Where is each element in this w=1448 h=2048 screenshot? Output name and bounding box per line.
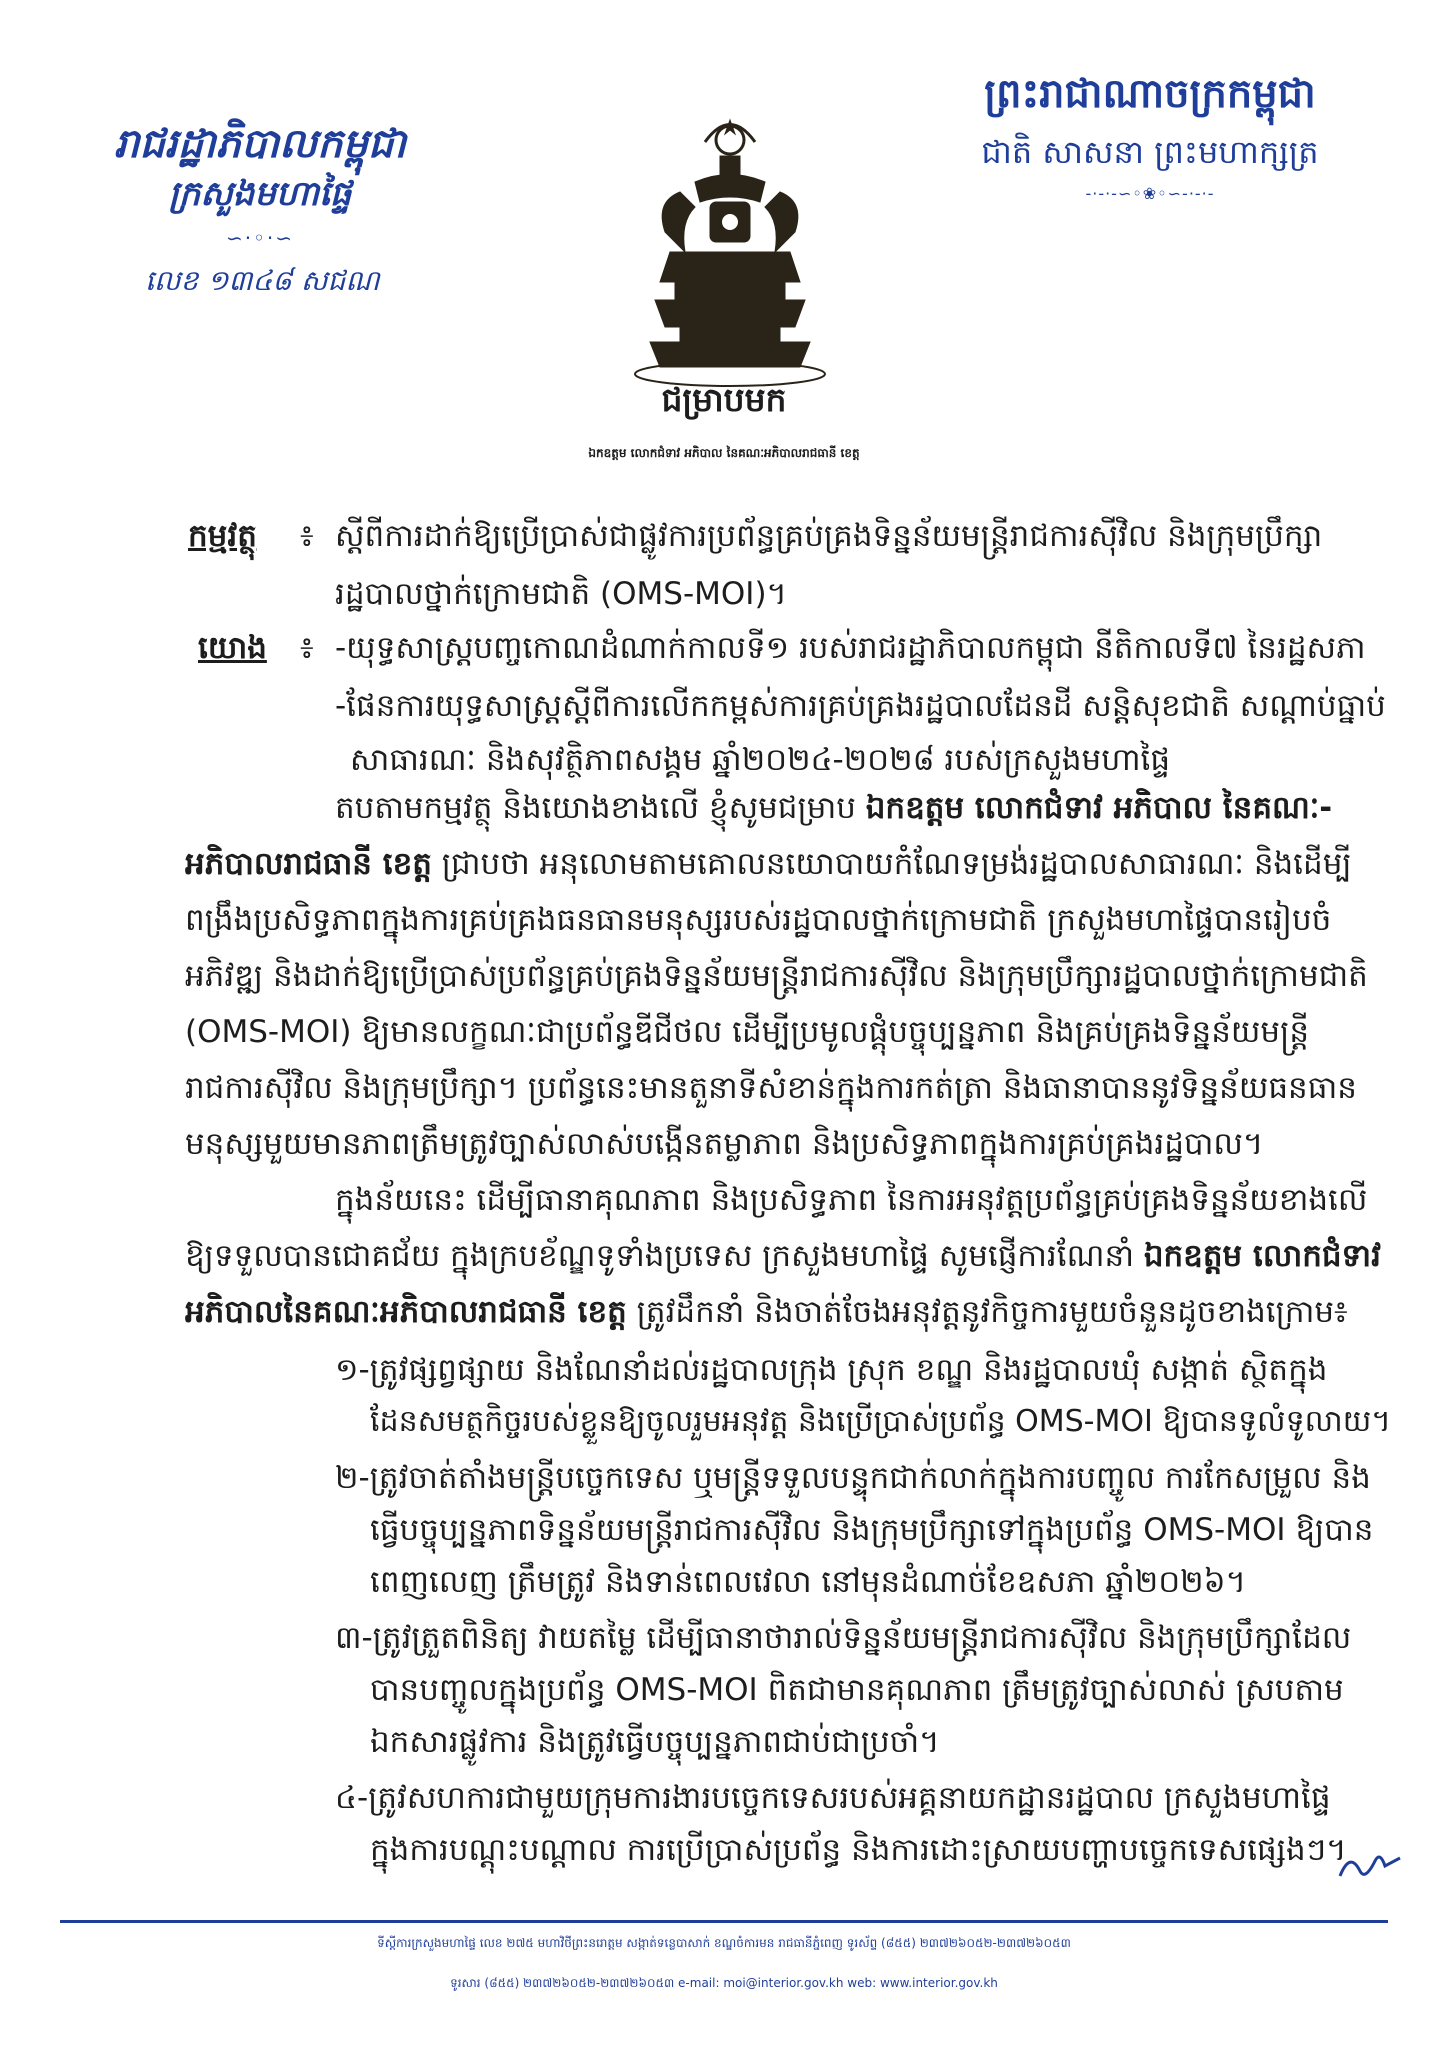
reference-line-2: -ផែនការយុទ្ធសាស្ត្រស្តីពីការលើកកម្ពស់ការគ្រប់គ្រងរដ្ឋបាលដែនដី សន្តិសុខជាតិ សណ្តាប់ធ្នាប់ xyxy=(335,688,1386,724)
body-text: ជ្រាបថា អនុលោមតាមគោលនយោបាយកំណែទម្រង់រដ្ឋបាលសាធារណៈ និងដើម្បី xyxy=(431,846,1352,882)
footer-contact: ទូរសារ (៨៥៥) ២៣៧២៦០៥២-២៣៧២៦០៥៣ e-mail: moi@interior.gov.kh web: www.interior.gov.kh xyxy=(450,1976,998,1990)
list-item-1-line-1: ១-ត្រូវផ្សព្វផ្សាយ និងណែនាំដល់រដ្ឋបាលក្រុង ស្រុក ខណ្ឌ និងរដ្ឋបាលឃុំ សង្កាត់ ស្ថិតក្នុង xyxy=(335,1352,1328,1388)
list-item-1-line-2: ដែនសមត្ថកិច្ចរបស់ខ្លួនឱ្យចូលរួមអនុវត្ត និងប្រើប្រាស់ប្រព័ន្ធ OMS-MOI ឱ្យបានទូលំទូលាយ។ xyxy=(370,1404,1392,1439)
body-text-bold: អភិបាលរាជធានី ខេត្ត xyxy=(185,846,432,882)
body-text-bold: អភិបាលនៃគណៈអភិបាលរាជធានី ខេត្ត xyxy=(185,1294,627,1330)
subject-line-1: ស្តីពីការដាក់ឱ្យប្រើប្រាស់ជាផ្លូវការប្រព័ន្ធគ្រប់គ្រងទិន្នន័យមន្ត្រីរាជការស៊ីវិល និងក្រុមប្រឹក្សា xyxy=(335,518,1323,554)
body-paragraph-1-line-7: មនុស្សមួយមានភាពត្រឹមត្រូវច្បាស់លាស់បង្កើនតម្លាភាព និងប្រសិទ្ធភាពក្នុងការគ្រប់គ្រងរដ្ឋបាល។ xyxy=(185,1126,1264,1162)
ornament-divider-icon: -·-·-∽◦❀◦∽-·-·- xyxy=(1085,184,1215,203)
body-paragraph-1-line-2 xyxy=(185,846,1352,883)
reference-label: យោង xyxy=(198,630,267,666)
ornament-divider-icon: ∽·◦·∽ xyxy=(225,226,295,250)
list-item-3-line-1: ៣-ត្រូវត្រួតពិនិត្យ វាយតម្លៃ ដើម្បីធានាថារាល់ទិន្នន័យមន្ត្រីរាជការស៊ីវិល និងក្រុមប្រឹក្សាដែល xyxy=(335,1620,1352,1656)
body-text: ត្រូវដឹកនាំ និងចាត់ចែងអនុវត្តនូវកិច្ចការមួយចំនួនដូចខាងក្រោម៖ xyxy=(626,1294,1348,1330)
ministry-name: ក្រសួងមហាផ្ទៃ xyxy=(168,174,352,214)
body-paragraph-1-line-6: រាជការស៊ីវិល និងក្រុមប្រឹក្សា។ ប្រព័ន្ធនេះមានតួនាទីសំខាន់ក្នុងការកត់ត្រា និងធានាបាននូវទិន្នន័យធនធាន xyxy=(185,1070,1357,1106)
government-name: រាជរដ្ឋាភិបាលកម្ពុជា xyxy=(114,121,406,167)
salutation: ជម្រាបមក xyxy=(661,380,787,419)
list-item-4-line-1: ៤-ត្រូវសហការជាមួយក្រុមការងារបច្ចេកទេសរបស់អគ្គនាយកដ្ឋានរដ្ឋបាល ក្រសួងមហាផ្ទៃ xyxy=(335,1780,1331,1816)
body-text: តបតាមកម្មវត្ថុ និងយោងខាងលើ ខ្ញុំសូមជម្រាប xyxy=(335,790,866,826)
subject-label: កម្មវត្ថុ xyxy=(188,518,257,554)
body-paragraph-1-line-5: (OMS-MOI) ឱ្យមានលក្ខណៈជាប្រព័ន្ធឌីជីថល ដើម្បីប្រមូលផ្តុំបច្ចុប្បន្នភាព និងគ្រប់គ្រងទិន្នន័យមន្ត្រី xyxy=(185,1014,1310,1050)
subject-colon: ៖ xyxy=(300,518,314,554)
body-text-bold: ឯកឧត្តម លោកជំទាវ អភិបាល នៃគណៈ- xyxy=(865,790,1333,826)
body-text: ឱ្យទទួលបានជោគជ័យ ក្នុងក្របខ័ណ្ឌទូទាំងប្រទេស ក្រសួងមហាផ្ទៃ សូមផ្ញើការណែនាំ xyxy=(185,1238,1144,1274)
footer-divider xyxy=(60,1920,1388,1923)
list-item-3-line-2: បានបញ្ចូលក្នុងប្រព័ន្ធ OMS-MOI ពិតជាមានគុណភាព ត្រឹមត្រូវច្បាស់លាស់ ស្របតាម xyxy=(370,1672,1344,1708)
subject-line-2: រដ្ឋបាលថ្នាក់ក្រោមជាតិ (OMS-MOI)។ xyxy=(335,576,787,612)
reference-line-1: -យុទ្ធសាស្ត្របញ្ចកោណដំណាក់កាលទី១ របស់រាជរដ្ឋាភិបាលកម្ពុជា នីតិកាលទី៧ នៃរដ្ឋសភា xyxy=(335,630,1366,666)
list-item-4-line-2: ក្នុងការបណ្តុះបណ្តាល ការប្រើប្រាស់ប្រព័ន្ធ និងការដោះស្រាយបញ្ហាបច្ចេកទេសផ្សេងៗ។ xyxy=(370,1832,1347,1868)
body-paragraph-1-line-1 xyxy=(335,790,1332,827)
body-text-bold: ឯកឧត្តម លោកជំទាវ xyxy=(1143,1238,1381,1274)
list-item-2-line-2: ធ្វើបច្ចុប្បន្នភាពទិន្នន័យមន្ត្រីរាជការស៊ីវិល និងក្រុមប្រឹក្សាទៅក្នុងប្រព័ន្ធ OMS-MOI ឱ្យបាន xyxy=(370,1512,1374,1548)
royal-emblem-icon xyxy=(625,112,835,402)
national-motto: ជាតិ សាសនា ព្រះមហាក្សត្រ xyxy=(981,133,1319,171)
body-paragraph-2-line-1: ក្នុងន័យនេះ ដើម្បីធានាគុណភាព និងប្រសិទ្ធភាព នៃការអនុវត្តប្រព័ន្ធគ្រប់គ្រងទិន្នន័យខាងលើ xyxy=(335,1182,1368,1218)
list-item-2-line-1: ២-ត្រូវចាត់តាំងមន្ត្រីបច្ចេកទេស ឬមន្ត្រីទទួលបន្ទុកជាក់លាក់ក្នុងការបញ្ចូល ការកែសម្រួល និង xyxy=(335,1460,1371,1496)
reference-number: លេខ ១៣៤៨ សជណ xyxy=(145,264,380,297)
body-paragraph-1-line-3: ពង្រឹងប្រសិទ្ធភាពក្នុងការគ្រប់គ្រងធនធានមនុស្សរបស់រដ្ឋបាលថ្នាក់ក្រោមជាតិ ក្រសួងមហាផ្ទៃបានរៀបចំ xyxy=(185,902,1332,938)
body-paragraph-2-line-3 xyxy=(185,1294,1348,1331)
body-paragraph-2-line-2 xyxy=(185,1238,1381,1275)
list-item-2-line-3: ពេញលេញ ត្រឹមត្រូវ និងទាន់ពេលវេលា នៅមុនដំណាច់ខែឧសភា ឆ្នាំ២០២៦។ xyxy=(370,1564,1247,1600)
body-paragraph-1-line-4: អភិវឌ្ឍ និងដាក់ឱ្យប្រើប្រាស់ប្រព័ន្ធគ្រប់គ្រងទិន្នន័យមន្ត្រីរាជការស៊ីវិល និងក្រុមប្រឹក្សារដ្ឋបាលថ្នាក់ក្រោមជាតិ xyxy=(185,958,1368,994)
reference-line-3: សាធារណៈ និងសុវត្ថិភាពសង្គម ឆ្នាំ២០២៤-២០២៨ របស់ក្រសួងមហាផ្ទៃ xyxy=(350,742,1171,778)
list-item-3-line-3: ឯកសារផ្លូវការ និងត្រូវធ្វើបច្ចុប្បន្នភាពជាប់ជាប្រចាំ។ xyxy=(370,1724,940,1760)
reference-colon: ៖ xyxy=(300,630,314,666)
kingdom-title: ព្រះរាជាណាចក្រកម្ពុជា xyxy=(984,71,1316,117)
recipient: ឯកឧត្តម លោកជំទាវ អភិបាល នៃគណៈអភិបាលរាជធានី ខេត្ត xyxy=(588,446,860,460)
footer-address: ទីស្តីការក្រសួងមហាផ្ទៃ លេខ ២៧៥ មហាវិថីព្រះនរោត្តម សង្កាត់ទន្លេបាសាក់ ខណ្ឌចំការមន រាជធានីភ្នំពេញ ទូរស័ព្ទ (៨៥៥) ២៣៧២៦០៥២-២៣៧២៦០៥៣ xyxy=(377,1936,1071,1950)
